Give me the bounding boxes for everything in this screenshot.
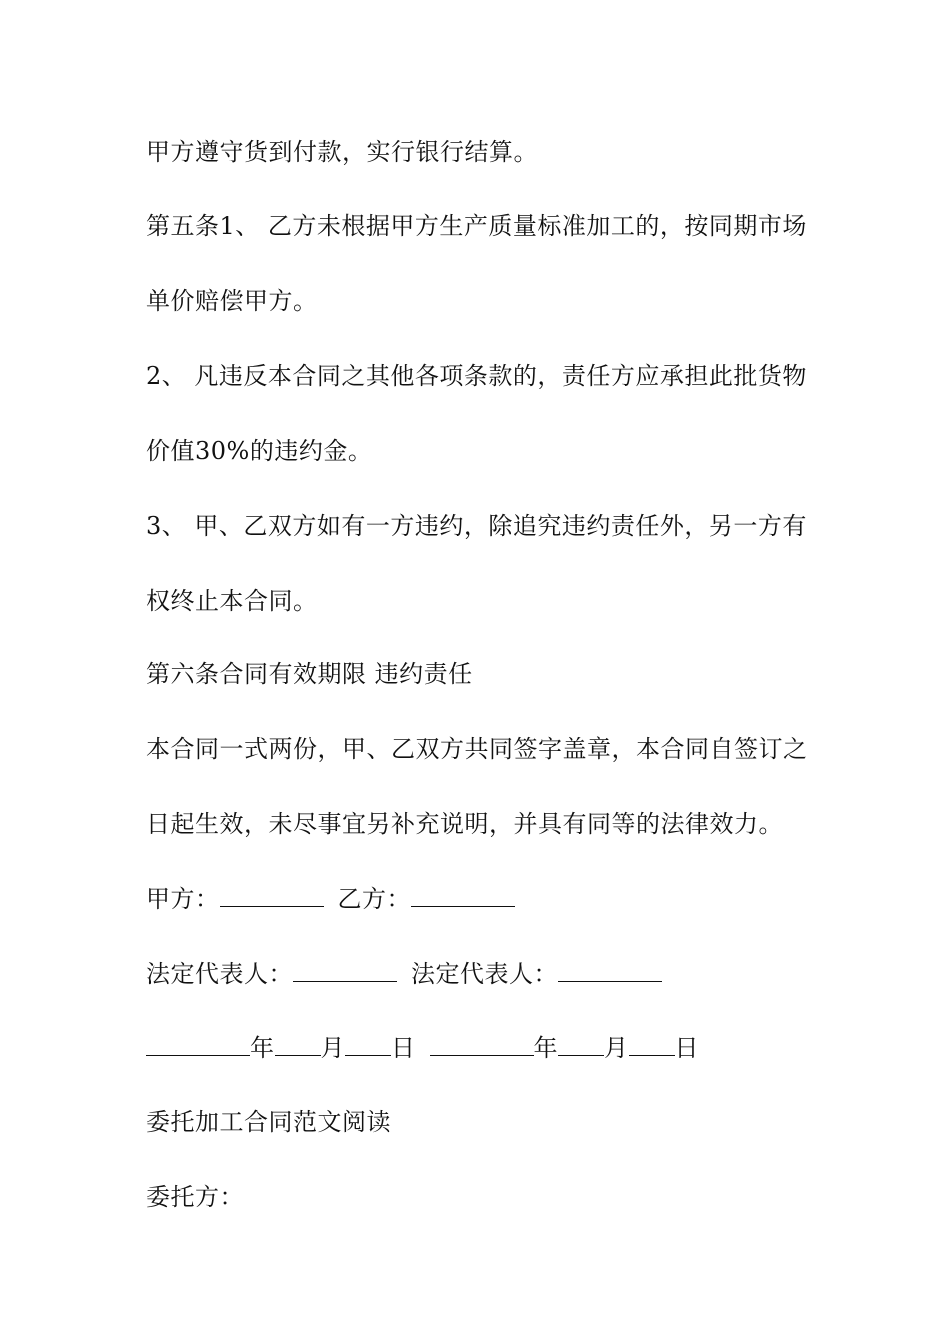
article5-clause1-line2: 单价赔偿甲方。 xyxy=(146,287,318,315)
date-b-year: 年 xyxy=(533,1034,558,1062)
party-b-label: 乙方： xyxy=(337,885,411,913)
date-b-month: 月 xyxy=(604,1034,629,1062)
client-label: 委托方： xyxy=(146,1183,244,1211)
paragraph-payment: 甲方遵守货到付款，实行银行结算。 xyxy=(146,138,538,166)
section-title: 委托加工合同范文阅读 xyxy=(146,1108,391,1136)
article6-body-line2: 日起生效，未尽事宜另补充说明，并具有同等的法律效力。 xyxy=(146,810,783,838)
article5-clause1-line1: 第五条1、 乙方未根据甲方生产质量标准加工的，按同期市场 xyxy=(146,212,807,240)
party-a-blank xyxy=(220,884,324,907)
date-b-month-blank xyxy=(558,1033,604,1056)
date-b-year-blank xyxy=(430,1033,534,1056)
rep-a-label: 法定代表人： xyxy=(146,960,293,988)
article5-clause3-line1: 3、 甲、乙双方如有一方违约，除追究违约责任外，另一方有 xyxy=(146,512,807,540)
article5-clause3-line2: 权终止本合同。 xyxy=(146,587,318,615)
rep-b-label: 法定代表人： xyxy=(411,960,558,988)
date-b-day-blank xyxy=(629,1033,675,1056)
article5-clause2-line2: 价值30%的违约金。 xyxy=(146,437,373,465)
rep-a-blank xyxy=(293,959,397,982)
date-b-day: 日 xyxy=(674,1034,699,1062)
date-a-day: 日 xyxy=(391,1034,416,1062)
rep-b-blank xyxy=(558,959,662,982)
representative-signature-line xyxy=(146,958,662,990)
date-a-month-blank xyxy=(275,1033,321,1056)
article6-body-line1: 本合同一式两份，甲、乙双方共同签字盖章，本合同自签订之 xyxy=(146,735,808,763)
date-a-year: 年 xyxy=(250,1034,275,1062)
article5-clause2-line1: 2、 凡违反本合同之其他各项条款的，责任方应承担此批货物 xyxy=(146,362,807,390)
party-a-label: 甲方： xyxy=(146,885,220,913)
party-b-blank xyxy=(411,884,515,907)
date-a-month: 月 xyxy=(320,1034,345,1062)
date-a-day-blank xyxy=(345,1033,391,1056)
article6-title: 第六条合同有效期限 违约责任 xyxy=(146,660,473,688)
date-line xyxy=(146,1032,699,1064)
date-a-year-blank xyxy=(146,1033,250,1056)
party-signature-line xyxy=(146,883,515,915)
